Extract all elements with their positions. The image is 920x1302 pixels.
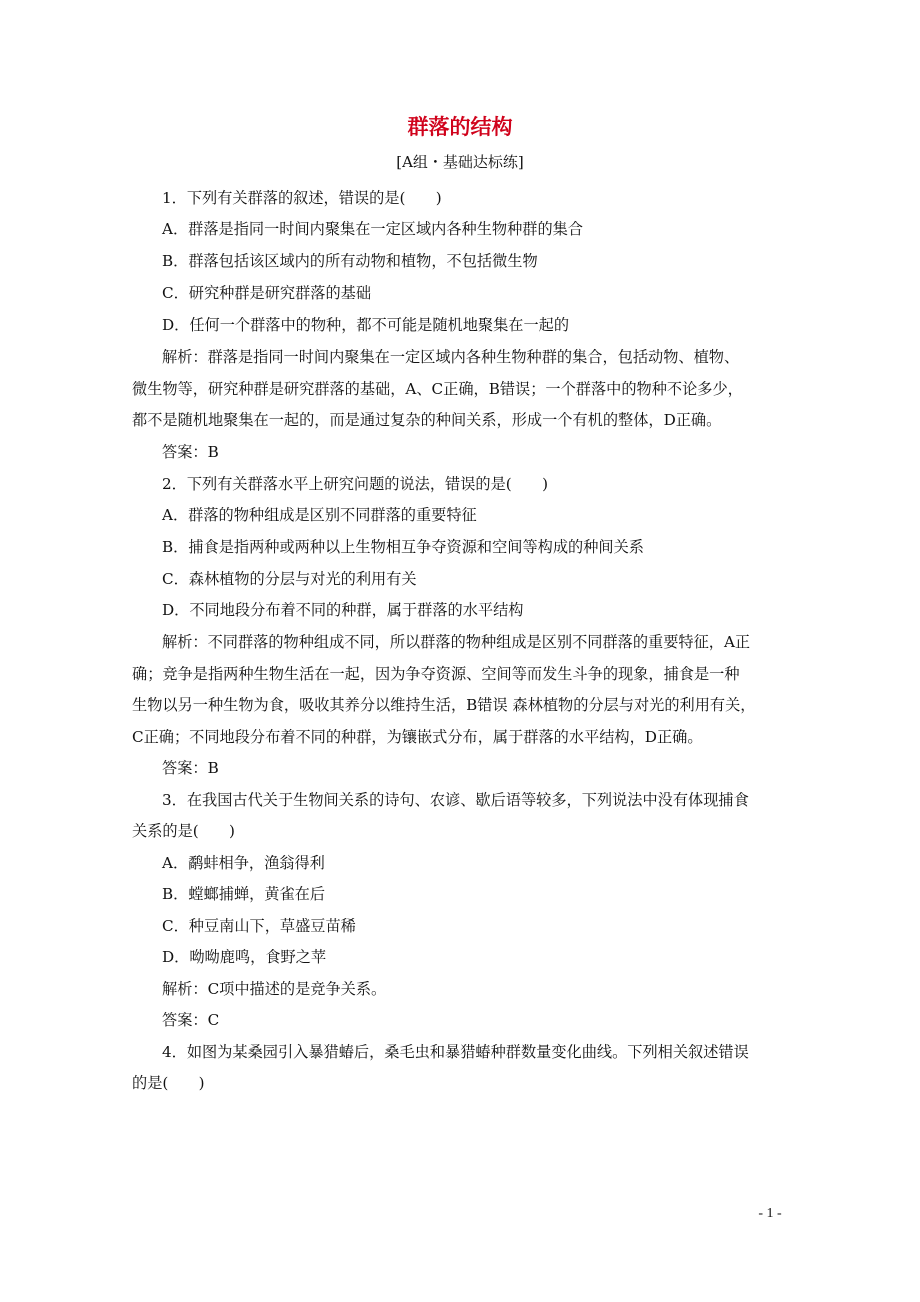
question-2-analysis-line-3: 生物以另一种生物为食，吸收其养分以维持生活，B错误 森林植物的分层与对光的利用有关， [132, 696, 756, 714]
question-2-option-c: C．森林植物的分层与对光的利用有关 [162, 570, 417, 588]
question-2-analysis-line-1: 解析：不同群落的物种组成不同，所以群落的物种组成是区别不同群落的重要特征，A正 [162, 633, 751, 651]
question-1-stem: 1．下列有关群落的叙述，错误的是( ) [162, 189, 442, 207]
question-3-stem-line-1: 3．在我国古代关于生物间关系的诗句、农谚、歇后语等较多，下列说法中没有体现捕食 [162, 791, 749, 809]
question-1-option-b: B．群落包括该区域内的所有动物和植物，不包括微生物 [162, 252, 538, 270]
question-2-option-d: D．不同地段分布着不同的种群，属于群落的水平结构 [162, 601, 524, 619]
page-title: 群落的结构 [407, 114, 513, 139]
question-3-answer: 答案：C [162, 1011, 220, 1029]
question-3-stem-line-2: 关系的是( ) [132, 822, 235, 840]
question-2-answer: 答案：B [162, 759, 219, 777]
question-3-option-c: C．种豆南山下，草盛豆苗稀 [162, 917, 356, 935]
question-2-analysis-line-2: 确；竞争是指两种生物生活在一起，因为争夺资源、空间等而发生斗争的现象，捕食是一种 [132, 665, 740, 683]
question-1-option-d: D．任何一个群落中的物种，都不可能是随机地聚集在一起的 [162, 316, 570, 334]
question-4-stem-line-2: 的是( ) [132, 1074, 205, 1092]
question-4-stem-line-1: 4．如图为某桑园引入暴猎蝽后，桑毛虫和暴猎蝽种群数量变化曲线。下列相关叙述错误 [162, 1043, 749, 1061]
question-3-option-d: D．呦呦鹿鸣，食野之苹 [162, 948, 327, 966]
question-3-analysis: 解析：C项中描述的是竞争关系。 [162, 980, 387, 998]
question-2-stem: 2．下列有关群落水平上研究问题的说法，错误的是( ) [162, 475, 549, 493]
question-1-option-a: A．群落是指同一时间内聚集在一定区域内各种生物种群的集合 [162, 220, 584, 238]
question-2-option-a: A．群落的物种组成是区别不同群落的重要特征 [162, 506, 477, 524]
question-1-option-c: C．研究种群是研究群落的基础 [162, 284, 372, 302]
question-3-option-b: B．螳螂捕蝉，黄雀在后 [162, 885, 326, 903]
question-1-analysis-line-3: 都不是随机地聚集在一起的，而是通过复杂的种间关系，形成一个有机的整体，D正确。 [132, 411, 722, 429]
question-1-analysis-line-1: 解析：群落是指同一时间内聚集在一定区域内各种生物种群的集合，包括动物、植物、 [162, 348, 740, 366]
question-1-answer: 答案：B [162, 443, 219, 461]
question-3-option-a: A．鹬蚌相争，渔翁得利 [162, 854, 325, 872]
question-2-option-b: B．捕食是指两种或两种以上生物相互争夺资源和空间等构成的种间关系 [162, 538, 644, 556]
section-heading: [A组・基础达标练] [396, 153, 524, 171]
question-1-analysis-line-2: 微生物等，研究种群是研究群落的基础，A、C正确，B错误；一个群落中的物种不论多少， [132, 380, 743, 398]
page-number: - 1 - [758, 1206, 782, 1221]
question-2-analysis-line-4: C正确；不同地段分布着不同的种群，为镶嵌式分布，属于群落的水平结构，D正确。 [132, 728, 703, 746]
